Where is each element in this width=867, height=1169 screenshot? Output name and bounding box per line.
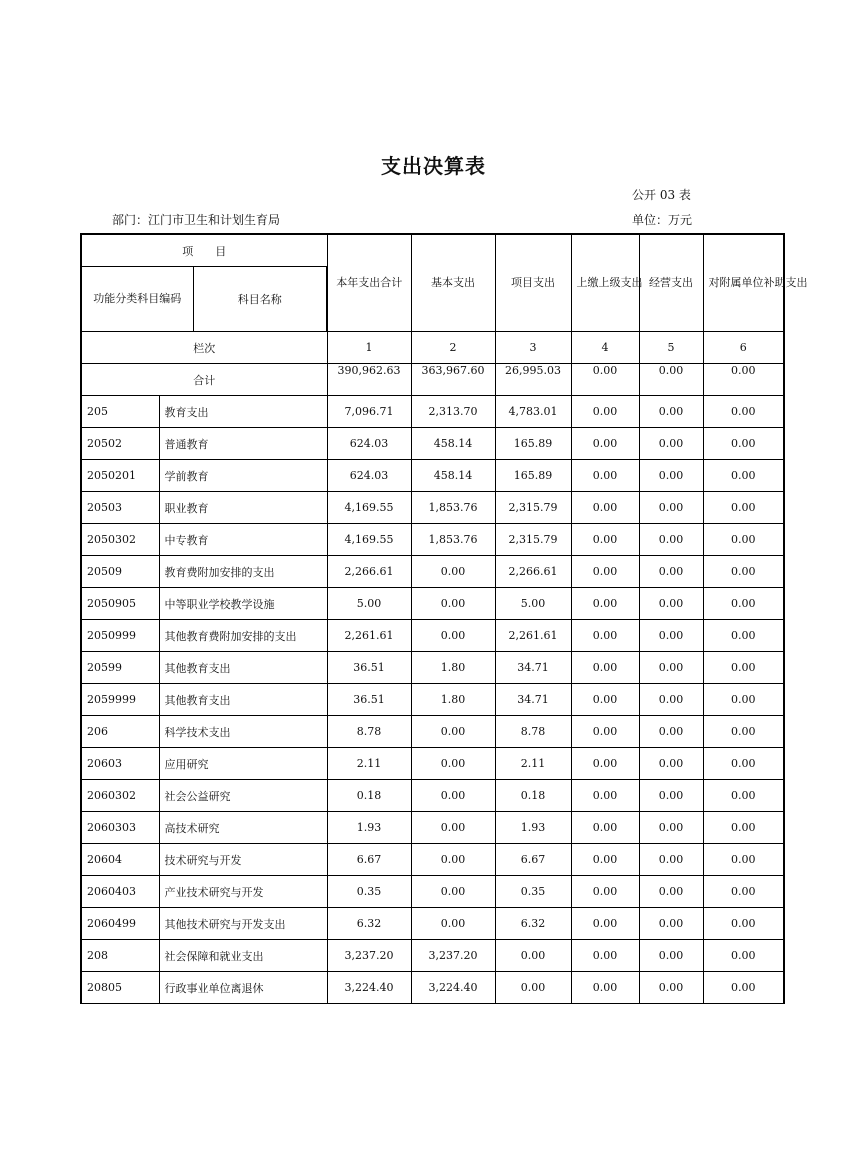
amount-cell: 0.00 — [639, 492, 703, 524]
subject-name: 高技术研究 — [159, 812, 327, 844]
subject-code: 205 — [81, 396, 159, 428]
amount-cell: 624.03 — [327, 460, 411, 492]
amount-cell: 0.00 — [571, 524, 639, 556]
total-cell: 0.00 — [571, 364, 639, 396]
amount-cell: 0.00 — [703, 780, 784, 812]
row-number-cell: 5 — [639, 332, 703, 364]
amount-cell: 1,853.76 — [411, 524, 495, 556]
department-label: 部门：江门市卫生和计划生育局 — [112, 213, 281, 227]
amount-cell: 36.51 — [327, 684, 411, 716]
subject-code: 2050302 — [81, 524, 159, 556]
amount-cell: 165.89 — [495, 460, 571, 492]
amount-cell: 458.14 — [411, 428, 495, 460]
row-number-label: 栏次 — [81, 332, 327, 364]
subject-name: 学前教育 — [159, 460, 327, 492]
table-row — [81, 940, 784, 972]
subject-code: 2050905 — [81, 588, 159, 620]
amount-cell: 0.18 — [327, 780, 411, 812]
amount-cell: 0.00 — [639, 716, 703, 748]
table-row — [81, 524, 784, 556]
amount-cell: 0.00 — [639, 428, 703, 460]
amount-cell: 5.00 — [327, 588, 411, 620]
amount-cell: 2,261.61 — [327, 620, 411, 652]
amount-cell: 165.89 — [495, 428, 571, 460]
amount-cell: 0.00 — [639, 620, 703, 652]
total-cell: 390,962.63 — [327, 364, 411, 396]
row-number-cell: 3 — [495, 332, 571, 364]
subject-name: 行政事业单位离退休 — [159, 972, 327, 1004]
amount-cell: 2.11 — [495, 748, 571, 780]
subject-name: 产业技术研究与开发 — [159, 876, 327, 908]
amount-cell: 3,224.40 — [327, 972, 411, 1004]
amount-cell: 2,261.61 — [495, 620, 571, 652]
subject-code: 208 — [81, 940, 159, 972]
subject-name: 技术研究与开发 — [159, 844, 327, 876]
amount-cell: 0.00 — [639, 940, 703, 972]
amount-cell: 5.00 — [495, 588, 571, 620]
amount-cell: 34.71 — [495, 684, 571, 716]
table-row — [81, 620, 784, 652]
amount-cell: 624.03 — [327, 428, 411, 460]
subject-code: 20805 — [81, 972, 159, 1004]
amount-cell: 0.00 — [703, 428, 784, 460]
table-row — [81, 460, 784, 492]
table-row — [81, 748, 784, 780]
subject-code: 20603 — [81, 748, 159, 780]
table-row — [81, 972, 784, 1004]
amount-cell: 0.00 — [571, 876, 639, 908]
amount-cell: 0.00 — [703, 396, 784, 428]
amount-cell: 0.00 — [571, 716, 639, 748]
table-row — [81, 588, 784, 620]
amount-cell: 0.00 — [639, 460, 703, 492]
subject-name: 应用研究 — [159, 748, 327, 780]
amount-cell: 0.00 — [703, 524, 784, 556]
page-title: 支出决算表 — [381, 154, 486, 178]
amount-cell: 0.35 — [327, 876, 411, 908]
amount-cell: 0.00 — [495, 972, 571, 1004]
header-name: 科目名称 — [193, 267, 327, 332]
table-row — [81, 684, 784, 716]
total-row — [81, 364, 784, 396]
amount-cell: 0.00 — [571, 460, 639, 492]
table-row — [81, 556, 784, 588]
table-row — [81, 716, 784, 748]
subject-name: 普通教育 — [159, 428, 327, 460]
amount-cell: 458.14 — [411, 460, 495, 492]
header-col-remit: 上缴上级支出 — [571, 234, 639, 332]
amount-cell: 0.00 — [639, 812, 703, 844]
amount-cell: 0.00 — [571, 684, 639, 716]
subject-code: 206 — [81, 716, 159, 748]
subject-name: 中专教育 — [159, 524, 327, 556]
subject-code: 20503 — [81, 492, 159, 524]
amount-cell: 0.00 — [571, 588, 639, 620]
amount-cell: 1.93 — [495, 812, 571, 844]
amount-cell: 0.00 — [639, 748, 703, 780]
amount-cell: 0.00 — [571, 556, 639, 588]
amount-cell: 0.00 — [571, 396, 639, 428]
amount-cell: 0.00 — [411, 844, 495, 876]
amount-cell: 34.71 — [495, 652, 571, 684]
amount-cell: 2,266.61 — [495, 556, 571, 588]
amount-cell: 0.00 — [703, 812, 784, 844]
amount-cell: 0.00 — [639, 972, 703, 1004]
subject-name: 社会保障和就业支出 — [159, 940, 327, 972]
subject-code: 2060499 — [81, 908, 159, 940]
amount-cell: 1.80 — [411, 684, 495, 716]
amount-cell: 0.00 — [703, 492, 784, 524]
amount-cell: 1,853.76 — [411, 492, 495, 524]
amount-cell: 0.00 — [411, 748, 495, 780]
amount-cell: 0.00 — [571, 652, 639, 684]
table-row — [81, 428, 784, 460]
amount-cell: 0.00 — [571, 428, 639, 460]
row-number-cell: 2 — [411, 332, 495, 364]
amount-cell: 0.00 — [411, 876, 495, 908]
header-col-basic: 基本支出 — [411, 234, 495, 332]
amount-cell: 6.32 — [327, 908, 411, 940]
amount-cell: 0.00 — [411, 556, 495, 588]
amount-cell: 1.93 — [327, 812, 411, 844]
amount-cell: 0.00 — [703, 908, 784, 940]
row-number-cell: 4 — [571, 332, 639, 364]
amount-cell: 36.51 — [327, 652, 411, 684]
table-row — [81, 780, 784, 812]
amount-cell: 0.00 — [639, 588, 703, 620]
unit-label: 单位：万元 — [632, 213, 693, 227]
amount-cell: 4,169.55 — [327, 492, 411, 524]
subject-name: 社会公益研究 — [159, 780, 327, 812]
subject-name: 其他教育支出 — [159, 652, 327, 684]
amount-cell: 0.00 — [411, 588, 495, 620]
amount-cell: 6.67 — [495, 844, 571, 876]
total-cell: 0.00 — [639, 364, 703, 396]
amount-cell: 0.00 — [639, 556, 703, 588]
subject-name: 其他教育支出 — [159, 684, 327, 716]
amount-cell: 0.00 — [571, 844, 639, 876]
amount-cell: 2,313.70 — [411, 396, 495, 428]
amount-cell: 2,266.61 — [327, 556, 411, 588]
subject-name: 中等职业学校教学设施 — [159, 588, 327, 620]
table-row — [81, 396, 784, 428]
amount-cell: 4,783.01 — [495, 396, 571, 428]
amount-cell: 0.00 — [703, 940, 784, 972]
row-number-row — [81, 332, 784, 364]
amount-cell: 3,237.20 — [327, 940, 411, 972]
subject-code: 20509 — [81, 556, 159, 588]
amount-cell: 0.35 — [495, 876, 571, 908]
table-row — [81, 876, 784, 908]
amount-cell: 0.00 — [639, 908, 703, 940]
subject-code: 20599 — [81, 652, 159, 684]
total-cell: 0.00 — [703, 364, 784, 396]
subject-name: 职业教育 — [159, 492, 327, 524]
amount-cell: 0.00 — [703, 556, 784, 588]
amount-cell: 0.00 — [571, 940, 639, 972]
amount-cell: 2.11 — [327, 748, 411, 780]
amount-cell: 0.00 — [571, 492, 639, 524]
total-cell: 26,995.03 — [495, 364, 571, 396]
header-col-total: 本年支出合计 — [327, 234, 411, 332]
amount-cell: 0.00 — [639, 684, 703, 716]
amount-cell: 8.78 — [327, 716, 411, 748]
subject-code: 2050999 — [81, 620, 159, 652]
amount-cell: 0.00 — [703, 748, 784, 780]
amount-cell: 0.00 — [639, 652, 703, 684]
subject-code: 2059999 — [81, 684, 159, 716]
amount-cell: 0.00 — [639, 396, 703, 428]
table-row — [81, 844, 784, 876]
subject-code: 20604 — [81, 844, 159, 876]
subject-code: 2060303 — [81, 812, 159, 844]
amount-cell: 0.00 — [411, 908, 495, 940]
subject-name: 其他技术研究与开发支出 — [159, 908, 327, 940]
header-item: 项 目 — [81, 234, 327, 267]
table-row — [81, 652, 784, 684]
amount-cell: 0.00 — [703, 652, 784, 684]
expense-table — [80, 233, 808, 1004]
amount-cell: 0.00 — [639, 780, 703, 812]
amount-cell: 0.00 — [411, 620, 495, 652]
subject-name: 科学技术支出 — [159, 716, 327, 748]
header-col-operating: 经营支出 — [639, 234, 703, 332]
amount-cell: 8.78 — [495, 716, 571, 748]
header-row — [81, 234, 784, 267]
amount-cell: 0.00 — [571, 780, 639, 812]
subject-name: 其他教育费附加安排的支出 — [159, 620, 327, 652]
amount-cell: 0.00 — [703, 684, 784, 716]
amount-cell: 0.00 — [495, 940, 571, 972]
header-code: 功能分类科目编码 — [81, 267, 193, 332]
subject-code: 20502 — [81, 428, 159, 460]
amount-cell: 6.67 — [327, 844, 411, 876]
amount-cell: 2,315.79 — [495, 524, 571, 556]
row-number-cell: 1 — [327, 332, 411, 364]
amount-cell: 0.00 — [411, 716, 495, 748]
header-col-subsidy: 对附属单位补助支出 — [703, 234, 784, 332]
amount-cell: 0.00 — [571, 748, 639, 780]
amount-cell: 7,096.71 — [327, 396, 411, 428]
subject-code: 2060302 — [81, 780, 159, 812]
amount-cell: 1.80 — [411, 652, 495, 684]
header-col-project: 项目支出 — [495, 234, 571, 332]
amount-cell: 0.00 — [703, 972, 784, 1004]
amount-cell: 3,237.20 — [411, 940, 495, 972]
amount-cell: 0.00 — [703, 844, 784, 876]
amount-cell: 6.32 — [495, 908, 571, 940]
amount-cell: 0.00 — [703, 716, 784, 748]
subject-code: 2050201 — [81, 460, 159, 492]
amount-cell: 0.00 — [571, 908, 639, 940]
amount-cell: 0.00 — [571, 620, 639, 652]
amount-cell: 0.00 — [639, 524, 703, 556]
amount-cell: 3,224.40 — [411, 972, 495, 1004]
amount-cell: 0.00 — [571, 812, 639, 844]
amount-cell: 0.00 — [639, 844, 703, 876]
subject-code: 2060403 — [81, 876, 159, 908]
total-cell: 363,967.60 — [411, 364, 495, 396]
amount-cell: 0.00 — [703, 620, 784, 652]
amount-cell: 0.18 — [495, 780, 571, 812]
amount-cell: 0.00 — [411, 780, 495, 812]
table-row — [81, 908, 784, 940]
amount-cell: 0.00 — [703, 588, 784, 620]
amount-cell: 2,315.79 — [495, 492, 571, 524]
subject-name: 教育支出 — [159, 396, 327, 428]
table-row — [81, 812, 784, 844]
amount-cell: 0.00 — [639, 876, 703, 908]
row-number-cell: 6 — [703, 332, 784, 364]
subject-name: 教育费附加安排的支出 — [159, 556, 327, 588]
amount-cell: 0.00 — [411, 812, 495, 844]
table-row — [81, 492, 784, 524]
table-number: 公开 03 表 — [632, 188, 691, 202]
amount-cell: 0.00 — [703, 460, 784, 492]
amount-cell: 4,169.55 — [327, 524, 411, 556]
amount-cell: 0.00 — [703, 876, 784, 908]
total-label: 合计 — [81, 364, 327, 396]
amount-cell: 0.00 — [571, 972, 639, 1004]
